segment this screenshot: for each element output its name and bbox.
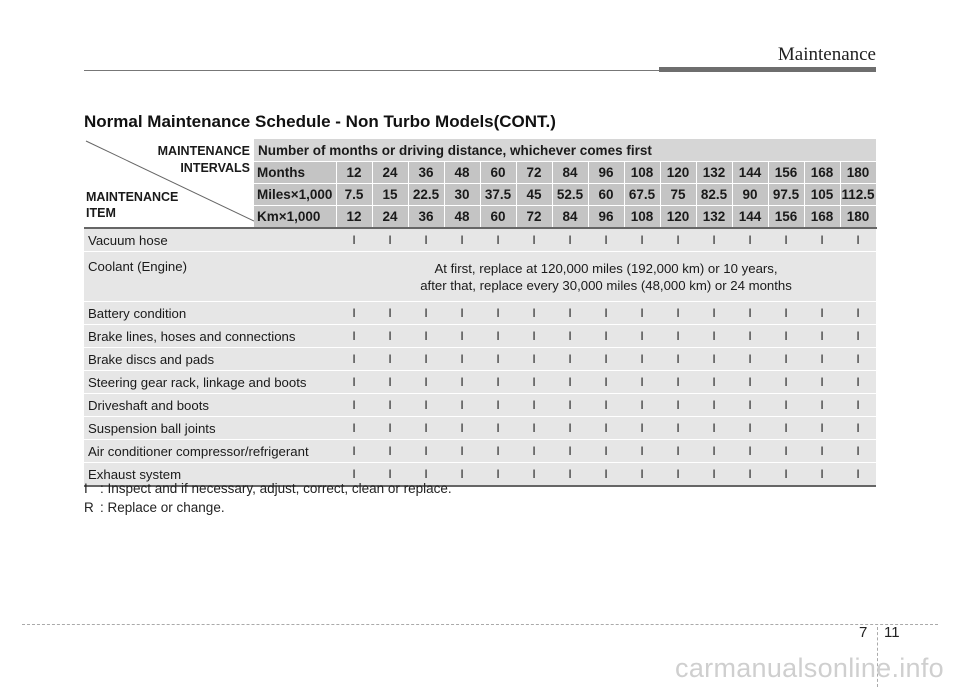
interval-mark: I (588, 302, 624, 325)
interval-mark: I (336, 440, 372, 463)
interval-mark: I (444, 348, 480, 371)
interval-mark: I (336, 463, 372, 487)
interval-mark: I (804, 325, 840, 348)
interval-mark: I (408, 325, 444, 348)
interval-mark: I (372, 325, 408, 348)
interval-mark: I (696, 417, 732, 440)
corner-header-cell (84, 139, 254, 228)
interval-mark: I (552, 228, 588, 252)
miles-value: 105 (804, 184, 840, 206)
chapter-header-title: Maintenance (777, 44, 876, 65)
interval-mark: I (552, 394, 588, 417)
interval-mark: I (372, 394, 408, 417)
interval-mark: I (588, 394, 624, 417)
section-title: Normal Maintenance Schedule - Non Turbo Models(CONT.) (84, 112, 556, 131)
interval-mark: I (624, 417, 660, 440)
interval-mark: I (696, 371, 732, 394)
km-value: 84 (552, 206, 588, 229)
coolant-replacement-note (336, 252, 876, 302)
interval-mark: I (480, 302, 516, 325)
km-value: 144 (732, 206, 768, 229)
coolant-note-line1: At first, replace at 120,000 miles (192,000 km) or 10 years, (434, 260, 778, 276)
interval-mark: I (696, 394, 732, 417)
interval-mark: I (444, 417, 480, 440)
interval-mark: I (516, 228, 552, 252)
table-row (84, 440, 876, 463)
months-value: 120 (660, 162, 696, 184)
item-name: Driveshaft and boots (84, 394, 336, 417)
interval-mark: I (408, 394, 444, 417)
km-value: 108 (624, 206, 660, 229)
months-value: 180 (840, 162, 876, 184)
header-rule-thick (659, 67, 876, 72)
item-name: Exhaust system (84, 463, 336, 487)
watermark: carmanualsonline.info (675, 653, 944, 683)
interval-mark: I (768, 463, 804, 487)
km-value: 48 (444, 206, 480, 229)
interval-mark: I (768, 302, 804, 325)
months-value: 36 (408, 162, 444, 184)
interval-mark: I (840, 440, 876, 463)
table-row (84, 371, 876, 394)
table-header (84, 139, 876, 228)
chapter-number: 7 (859, 624, 868, 641)
interval-mark: I (408, 440, 444, 463)
item-name: Air conditioner compressor/refrigerant (84, 440, 336, 463)
months-value: 12 (336, 162, 372, 184)
interval-mark: I (372, 302, 408, 325)
interval-mark: I (732, 371, 768, 394)
miles-value: 37.5 (480, 184, 516, 206)
interval-mark: I (768, 371, 804, 394)
months-value: 168 (804, 162, 840, 184)
interval-mark: I (588, 417, 624, 440)
legend-text-replace: : Replace or change. (100, 500, 225, 515)
interval-mark: I (660, 348, 696, 371)
interval-mark: I (840, 228, 876, 252)
interval-mark: I (372, 228, 408, 252)
interval-mark: I (840, 302, 876, 325)
interval-mark: I (660, 302, 696, 325)
corner-intervals-line1: MAINTENANCE (157, 144, 250, 158)
interval-mark: I (660, 463, 696, 487)
interval-mark: I (480, 440, 516, 463)
item-name: Vacuum hose (84, 228, 336, 252)
interval-mark: I (372, 463, 408, 487)
months-value: 24 (372, 162, 408, 184)
interval-mark: I (336, 348, 372, 371)
km-value: 168 (804, 206, 840, 229)
interval-mark: I (336, 302, 372, 325)
interval-mark: I (624, 394, 660, 417)
months-value: 72 (516, 162, 552, 184)
interval-mark: I (804, 348, 840, 371)
interval-mark: I (696, 463, 732, 487)
interval-mark: I (336, 371, 372, 394)
table-row (84, 302, 876, 325)
interval-mark: I (516, 463, 552, 487)
interval-mark: I (336, 228, 372, 252)
interval-mark: I (624, 302, 660, 325)
miles-value: 52.5 (552, 184, 588, 206)
interval-mark: I (444, 394, 480, 417)
interval-mark: I (444, 302, 480, 325)
interval-mark: I (696, 302, 732, 325)
miles-label: Miles×1,000 (254, 184, 336, 206)
interval-mark: I (372, 417, 408, 440)
interval-mark: I (444, 440, 480, 463)
legend-text-inspect: : Inspect and if necessary, adjust, correct, clean or replace. (100, 481, 452, 496)
interval-mark: I (516, 371, 552, 394)
interval-mark: I (804, 302, 840, 325)
interval-mark: I (552, 371, 588, 394)
interval-mark: I (480, 228, 516, 252)
interval-mark: I (516, 302, 552, 325)
interval-mark: I (732, 348, 768, 371)
interval-mark: I (624, 463, 660, 487)
interval-mark: I (840, 394, 876, 417)
interval-mark: I (660, 417, 696, 440)
interval-mark: I (372, 371, 408, 394)
interval-mark: I (624, 371, 660, 394)
interval-mark: I (732, 463, 768, 487)
table-row (84, 417, 876, 440)
interval-mark: I (732, 302, 768, 325)
km-value: 156 (768, 206, 804, 229)
miles-value: 60 (588, 184, 624, 206)
miles-value: 7.5 (336, 184, 372, 206)
km-value: 72 (516, 206, 552, 229)
table-row (84, 348, 876, 371)
km-value: 120 (660, 206, 696, 229)
interval-mark: I (444, 228, 480, 252)
months-value: 132 (696, 162, 732, 184)
table-row (84, 228, 876, 252)
interval-mark: I (516, 325, 552, 348)
corner-item-line2: ITEM (86, 206, 116, 220)
interval-mark: I (588, 463, 624, 487)
miles-value: 22.5 (408, 184, 444, 206)
interval-mark: I (516, 440, 552, 463)
corner-intervals-label (158, 143, 250, 177)
interval-mark: I (408, 228, 444, 252)
interval-mark: I (696, 440, 732, 463)
interval-mark: I (660, 394, 696, 417)
miles-value: 45 (516, 184, 552, 206)
interval-mark: I (552, 440, 588, 463)
interval-mark: I (804, 440, 840, 463)
interval-mark: I (840, 325, 876, 348)
legend-key-inspect: I (84, 481, 88, 496)
interval-mark: I (480, 394, 516, 417)
interval-mark: I (732, 417, 768, 440)
interval-mark: I (768, 417, 804, 440)
table-body (84, 228, 876, 486)
maintenance-schedule-table (84, 139, 877, 487)
interval-mark: I (624, 440, 660, 463)
interval-mark: I (372, 348, 408, 371)
corner-item-line1: MAINTENANCE (86, 190, 179, 204)
interval-mark: I (444, 325, 480, 348)
interval-mark: I (660, 325, 696, 348)
interval-mark: I (732, 394, 768, 417)
interval-mark: I (840, 348, 876, 371)
miles-value: 112.5 (840, 184, 876, 206)
interval-mark: I (408, 371, 444, 394)
km-value: 24 (372, 206, 408, 229)
interval-mark: I (552, 417, 588, 440)
interval-mark: I (444, 371, 480, 394)
interval-mark: I (552, 325, 588, 348)
interval-mark: I (732, 325, 768, 348)
interval-mark: I (588, 348, 624, 371)
km-value: 132 (696, 206, 732, 229)
interval-mark: I (408, 302, 444, 325)
interval-mark: I (660, 228, 696, 252)
interval-mark: I (804, 371, 840, 394)
months-value: 84 (552, 162, 588, 184)
months-label: Months (254, 162, 336, 184)
legend-replace (84, 500, 225, 515)
interval-mark: I (480, 463, 516, 487)
km-value: 12 (336, 206, 372, 229)
table-row (84, 325, 876, 348)
page-number: 11 (884, 624, 900, 641)
interval-mark: I (624, 348, 660, 371)
interval-mark: I (372, 440, 408, 463)
interval-mark: I (588, 371, 624, 394)
interval-mark: I (804, 394, 840, 417)
interval-mark: I (516, 417, 552, 440)
interval-mark: I (480, 325, 516, 348)
interval-mark: I (840, 371, 876, 394)
header-rule-thin (84, 70, 659, 71)
months-value: 108 (624, 162, 660, 184)
interval-mark: I (588, 228, 624, 252)
footer-dashed-rule (22, 624, 938, 625)
interval-mark: I (840, 417, 876, 440)
corner-intervals-line2: INTERVALS (180, 161, 250, 175)
miles-value: 90 (732, 184, 768, 206)
interval-mark: I (552, 348, 588, 371)
interval-mark: I (624, 228, 660, 252)
coolant-note-line2: after that, replace every 30,000 miles (48,000 km) or 24 months (420, 277, 792, 293)
months-value: 144 (732, 162, 768, 184)
interval-mark: I (588, 440, 624, 463)
interval-mark: I (768, 440, 804, 463)
months-value: 60 (480, 162, 516, 184)
interval-mark: I (588, 325, 624, 348)
miles-value: 82.5 (696, 184, 732, 206)
interval-mark: I (516, 394, 552, 417)
miles-value: 75 (660, 184, 696, 206)
interval-mark: I (804, 417, 840, 440)
item-name: Steering gear rack, linkage and boots (84, 371, 336, 394)
interval-mark: I (804, 228, 840, 252)
interval-mark: I (408, 417, 444, 440)
months-value: 156 (768, 162, 804, 184)
intervals-top-header: Number of months or driving distance, whichever comes first (254, 139, 876, 162)
interval-mark: I (768, 394, 804, 417)
interval-mark: I (480, 348, 516, 371)
interval-mark: I (552, 302, 588, 325)
item-name: Suspension ball joints (84, 417, 336, 440)
interval-mark: I (336, 394, 372, 417)
miles-value: 15 (372, 184, 408, 206)
interval-mark: I (768, 325, 804, 348)
miles-value: 30 (444, 184, 480, 206)
interval-mark: I (732, 440, 768, 463)
interval-mark: I (732, 228, 768, 252)
interval-mark: I (552, 463, 588, 487)
table-row (84, 394, 876, 417)
interval-mark: I (444, 463, 480, 487)
km-value: 60 (480, 206, 516, 229)
months-value: 96 (588, 162, 624, 184)
interval-mark: I (336, 325, 372, 348)
interval-mark: I (768, 348, 804, 371)
miles-value: 97.5 (768, 184, 804, 206)
interval-mark: I (804, 463, 840, 487)
km-label: Km×1,000 (254, 206, 336, 229)
interval-mark: I (840, 463, 876, 487)
interval-mark: I (624, 325, 660, 348)
interval-mark: I (336, 417, 372, 440)
interval-mark: I (768, 228, 804, 252)
km-value: 36 (408, 206, 444, 229)
item-name: Battery condition (84, 302, 336, 325)
interval-mark: I (696, 348, 732, 371)
item-name: Brake lines, hoses and connections (84, 325, 336, 348)
interval-mark: I (408, 463, 444, 487)
table-row (84, 252, 876, 302)
interval-mark: I (408, 348, 444, 371)
interval-mark: I (660, 371, 696, 394)
interval-mark: I (480, 371, 516, 394)
miles-value: 67.5 (624, 184, 660, 206)
corner-item-label (86, 189, 178, 221)
interval-mark: I (480, 417, 516, 440)
interval-mark: I (696, 228, 732, 252)
legend-inspect (84, 481, 452, 496)
interval-mark: I (516, 348, 552, 371)
item-name: Brake discs and pads (84, 348, 336, 371)
km-value: 96 (588, 206, 624, 229)
km-value: 180 (840, 206, 876, 229)
interval-mark: I (660, 440, 696, 463)
legend-key-replace: R (84, 500, 94, 515)
interval-mark: I (696, 325, 732, 348)
months-value: 48 (444, 162, 480, 184)
item-name: Coolant (Engine) (84, 252, 336, 302)
